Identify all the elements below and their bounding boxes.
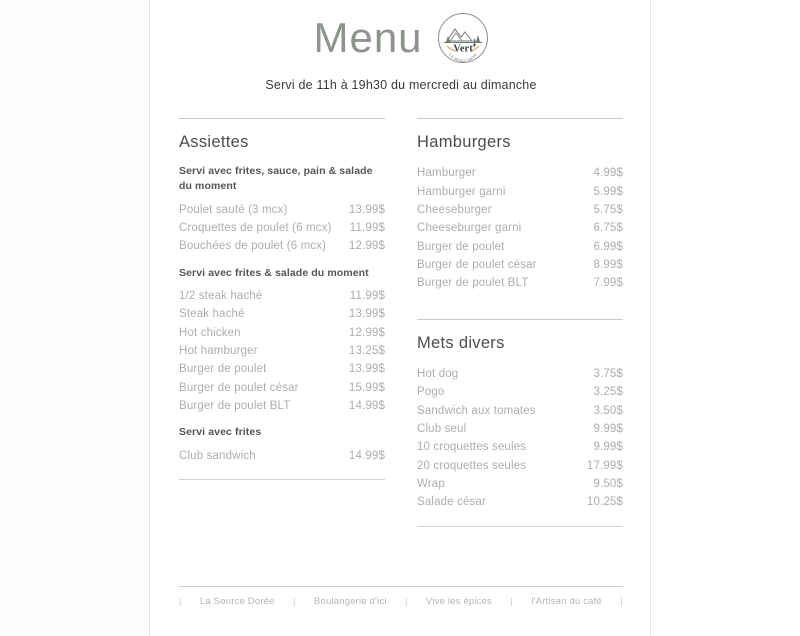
menu-item-price: 9.50$ xyxy=(593,478,623,491)
menu-item-name: Hot dog xyxy=(417,367,459,380)
menu-item-price: 17.99$ xyxy=(586,459,623,472)
footer-link-vive-les-epices[interactable]: Vive les épices xyxy=(425,596,493,607)
menu-item xyxy=(179,447,385,465)
group-note: Servi avec frites xyxy=(179,426,262,439)
menu-header xyxy=(151,0,651,92)
menu-item-name: Hot hamburger xyxy=(179,345,258,358)
menu-item-price: 13.99$ xyxy=(348,203,385,216)
page-footer xyxy=(151,586,651,607)
menu-item-price: 14.99$ xyxy=(348,400,385,413)
menu-item-name: Club sandwich xyxy=(179,449,256,462)
menu-item-price: 3.75$ xyxy=(593,367,623,380)
menu-item xyxy=(417,493,623,511)
section-title: Hamburgers xyxy=(417,133,511,151)
menu-item xyxy=(417,383,623,401)
menu-item-name: Burger de poulet BLT xyxy=(179,400,291,413)
section-bottom-rule xyxy=(179,479,385,480)
section-top-rule xyxy=(417,118,623,119)
service-hours-subtitle: Servi de 11h à 19h30 du mercredi au dimanche xyxy=(265,78,537,92)
menu-item-price: 15.99$ xyxy=(348,381,385,394)
menu-item-price: 10.25$ xyxy=(586,496,623,509)
menu-item-name: Burger de poulet césar xyxy=(179,381,299,394)
section-gap xyxy=(417,293,623,315)
menu-item-name: Burger de poulet xyxy=(179,363,267,376)
footer-link-l-artisan-du-cafe[interactable]: l'Artisan du café xyxy=(531,596,602,607)
section-bottom-rule xyxy=(417,526,623,527)
menu-item-name: 10 croquettes seules xyxy=(417,441,527,454)
menu-item-price: 9.99$ xyxy=(593,441,623,454)
footer-separator: | xyxy=(405,596,408,607)
menu-item-name: Croquettes de poulet (6 mcx) xyxy=(179,222,332,234)
menu-item xyxy=(179,287,385,305)
section-title: Assiettes xyxy=(179,133,249,151)
group-note: Servi avec frites, sauce, pain & salade du moment xyxy=(179,165,373,193)
menu-column-left xyxy=(179,118,385,531)
menu-item-price: 11.99$ xyxy=(349,222,385,234)
page-title: Menu xyxy=(313,13,423,61)
menu-item-price: 6.99$ xyxy=(593,240,623,253)
menu-item xyxy=(179,200,385,218)
footer-separator: | xyxy=(179,596,182,607)
menu-item-name: Steak haché xyxy=(179,308,245,321)
section-mets-divers xyxy=(417,319,623,527)
svg-text:Le détour santé: Le détour santé xyxy=(447,52,478,64)
menu-item xyxy=(417,401,623,419)
menu-item xyxy=(179,219,385,237)
menu-item-price: 5.75$ xyxy=(593,203,623,216)
menu-item-price: 8.99$ xyxy=(593,259,623,272)
section-assiettes xyxy=(179,118,385,480)
section-hamburgers xyxy=(417,118,623,315)
menu-item-name: Salade césar xyxy=(417,496,486,509)
menu-item-price: 9.99$ xyxy=(593,422,623,435)
menu-item-name: Sandwich aux tomates xyxy=(417,404,536,417)
menu-item xyxy=(417,420,623,438)
menu-item-price: 13.99$ xyxy=(348,308,385,321)
footer-link-la-source-doree[interactable]: La Source Dorée xyxy=(199,596,275,607)
group-note: Servi avec frites & salade du moment xyxy=(179,266,369,279)
menu-item-price: 13.25$ xyxy=(348,345,385,358)
menu-item xyxy=(417,201,623,219)
menu-item-price: 11.99$ xyxy=(349,289,385,302)
menu-item-price: 6.75$ xyxy=(593,222,623,235)
menu-item xyxy=(417,274,623,292)
menu-item xyxy=(417,164,623,182)
menu-item-name: 1/2 steak haché xyxy=(179,289,263,302)
menu-item-name: Pogo xyxy=(417,386,445,399)
menu-item xyxy=(417,457,623,475)
svg-text:+: + xyxy=(471,40,477,50)
footer-rule xyxy=(179,586,623,587)
menu-item-price: 5.99$ xyxy=(593,185,623,198)
menu-item-price: 4.99$ xyxy=(593,167,623,180)
menu-columns xyxy=(151,118,651,531)
menu-item xyxy=(179,360,385,378)
menu-item-name: Hamburger garni xyxy=(417,185,506,198)
menu-item xyxy=(417,256,623,274)
menu-item xyxy=(417,182,623,200)
menu-item-price: 13.99$ xyxy=(348,363,385,376)
left-gutter xyxy=(0,0,150,636)
menu-item-name: Poulet sauté (3 mcx) xyxy=(179,203,288,216)
menu-item xyxy=(179,379,385,397)
menu-item xyxy=(179,342,385,360)
menu-item xyxy=(417,219,623,237)
right-gutter xyxy=(652,0,800,636)
vertical-scrollbar-track[interactable] xyxy=(644,0,652,636)
menu-item-name: 20 croquettes seules xyxy=(417,459,527,472)
menu-item-name: Club seul xyxy=(417,422,467,435)
menu-item-price: 12.99$ xyxy=(348,326,385,339)
title-row xyxy=(151,12,651,64)
menu-item-name: Burger de poulet BLT xyxy=(417,277,529,290)
footer-links xyxy=(179,596,623,607)
menu-item xyxy=(179,305,385,323)
menu-item xyxy=(417,438,623,456)
menu-item xyxy=(179,237,385,255)
menu-item xyxy=(179,324,385,342)
footer-separator: | xyxy=(293,596,296,607)
menu-column-right xyxy=(417,118,623,531)
menu-item-name: Burger de poulet xyxy=(417,240,505,253)
menu-item-price: 3.50$ xyxy=(593,404,623,417)
menu-item-price: 14.99$ xyxy=(348,449,385,462)
footer-separator: | xyxy=(510,596,514,607)
menu-item-name: Wrap xyxy=(417,478,445,491)
menu-item xyxy=(417,475,623,493)
menu-item-price: 3.25$ xyxy=(593,386,623,399)
menu-item xyxy=(417,365,623,383)
menu-item-price: 7.99$ xyxy=(593,277,623,290)
menu-item xyxy=(179,397,385,415)
menu-item-price: 12.99$ xyxy=(348,240,385,253)
menu-item-name: Burger de poulet césar xyxy=(417,259,537,272)
footer-separator: | xyxy=(620,596,623,607)
svg-text:Vert: Vert xyxy=(452,43,473,55)
menu-item-name: Cheeseburger xyxy=(417,203,492,216)
menu-item-name: Hamburger xyxy=(417,167,476,180)
menu-item-name: Cheeseburger garni xyxy=(417,222,522,235)
menu-item-name: Bouchées de poulet (6 mcx) xyxy=(179,240,327,253)
vert-logo-badge-icon xyxy=(437,12,489,64)
menu-item xyxy=(417,238,623,256)
section-title: Mets divers xyxy=(417,333,505,352)
menu-item-name: Hot chicken xyxy=(179,326,241,339)
section-top-rule xyxy=(179,118,385,119)
footer-link-boulangerie-d-ici[interactable]: Boulangerie d'ici xyxy=(313,596,387,607)
section-top-rule xyxy=(417,319,623,320)
